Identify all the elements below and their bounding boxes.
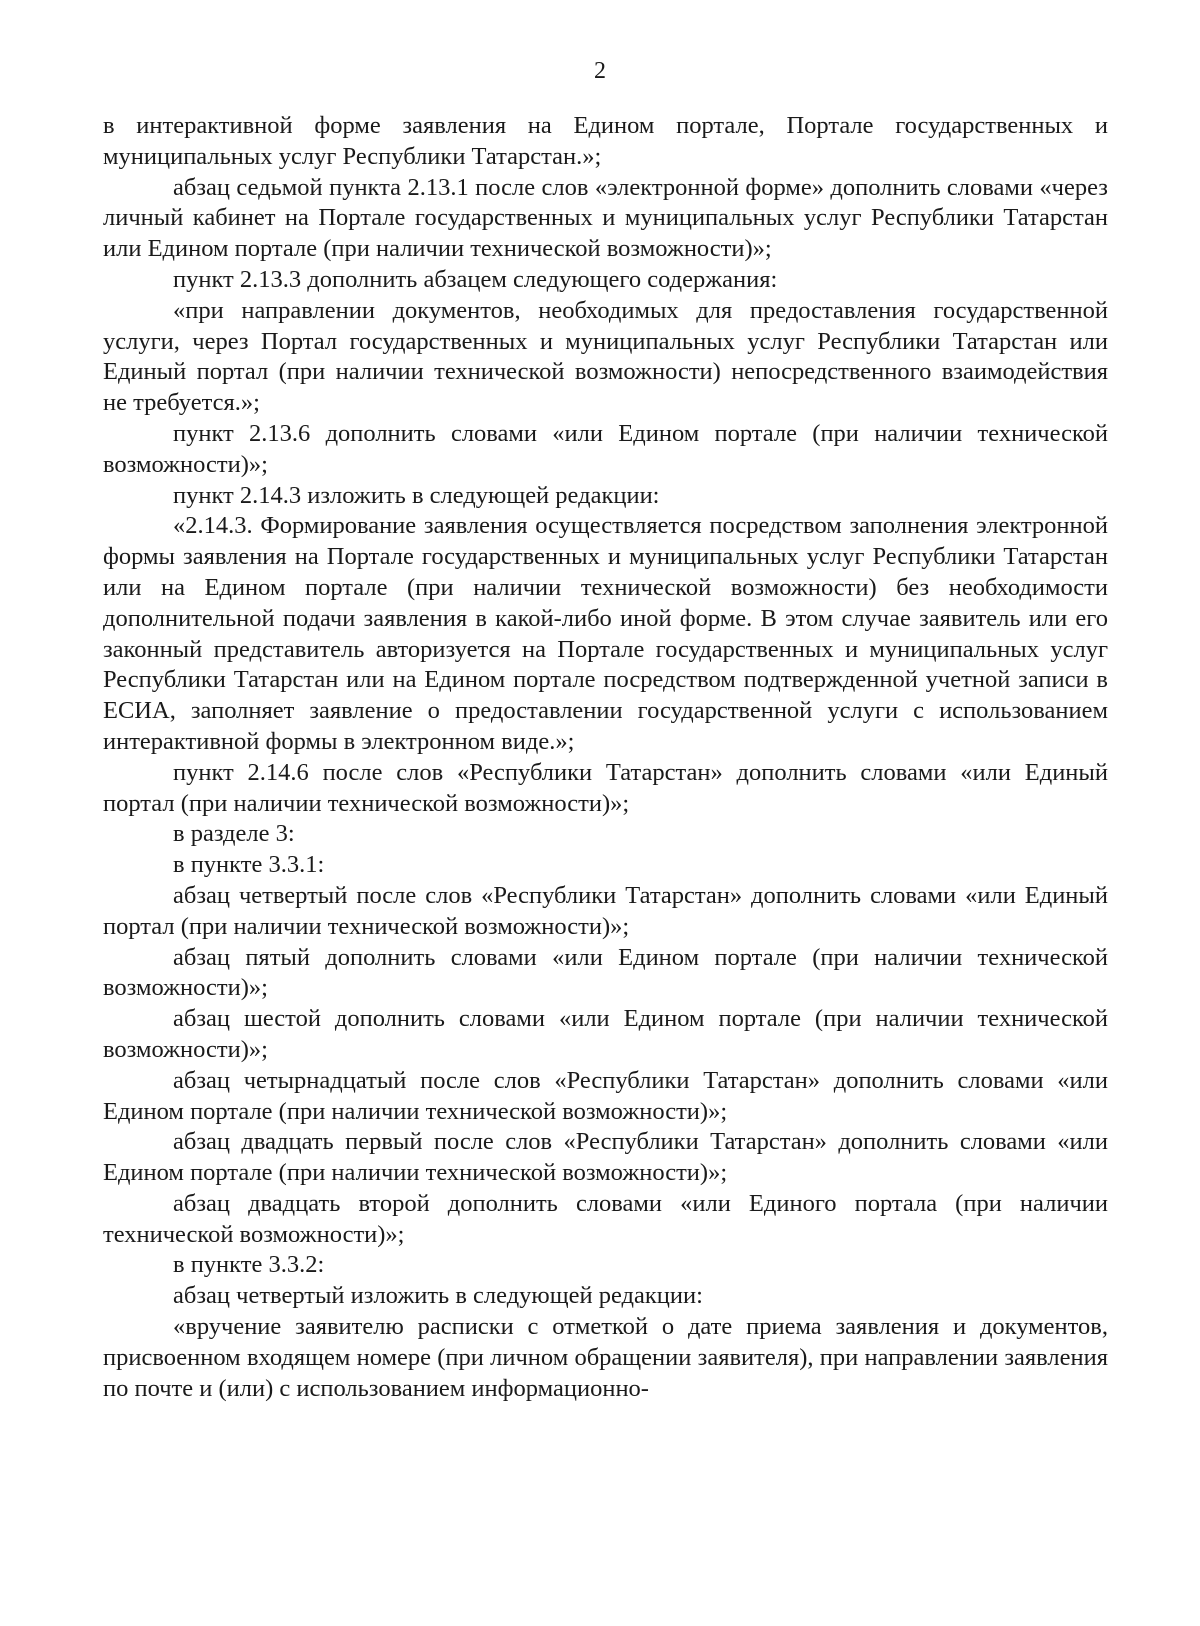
paragraph: абзац двадцать второй дополнить словами «или Единого портала (при наличии технической возможности)»; [103, 1189, 1108, 1248]
paragraph: абзац четвертый изложить в следующей редакции: [173, 1282, 703, 1310]
paragraph: абзац седьмой пункта 2.13.1 после слов «электронной форме» дополнить словами «через личный кабинет на Портале государственных и муниципальных услуг Республики Татарстан или Едином портале (при наличии технической возможности)»; [103, 173, 1108, 263]
paragraph: абзац пятый дополнить словами «или Едином портале (при наличии технической возможности)»; [103, 943, 1108, 1002]
paragraph: абзац четырнадцатый после слов «Республики Татарстан» дополнить словами «или Едином портале (при наличии технической возможности)»; [103, 1066, 1108, 1125]
paragraph: «вручение заявителю расписки с отметкой о дате приема заявления и документов, присвоенном входящем номере (при личном обращении заявителя), при направлении заявления по почте и (или) с использованием информационно- [103, 1313, 1108, 1402]
paragraph: пункт 2.13.6 дополнить словами «или Едином портале (при наличии технической возможности)»; [103, 419, 1108, 478]
paragraph: «2.14.3. Формирование заявления осуществляется посредством заполнения электронной формы заявления на Портале государственных и муниципальных услуг Республики Татарстан или на Едином портале (при наличии технической возможности) без необходимости дополнительной подачи заявления в какой-либо иной форме. В этом случае заявитель или его законный представитель авторизуется на Портале государственных и муниципальных услуг Республики Татарстан или на Едином портале посредством подтвержденной учетной записи в ЕСИА, заполняет заявление о предоставлении государственной услуги с использованием интерактивной формы в электронном виде.»; [103, 512, 1108, 755]
paragraph: в интерактивной форме заявления на Едином портале, Портале государственных и муниципальных услуг Республики Татарстан.»; [103, 112, 1108, 170]
paragraph: пункт 2.14.3 изложить в следующей редакции: [173, 481, 660, 509]
paragraph: в разделе 3: [173, 820, 295, 848]
document-body [103, 111, 1108, 1404]
paragraph: абзац двадцать первый после слов «Республики Татарстан» дополнить словами «или Едином портале (при наличии технической возможности)»; [103, 1128, 1108, 1187]
paragraph: в пункте 3.3.2: [173, 1251, 325, 1279]
paragraph: пункт 2.13.3 дополнить абзацем следующего содержания: [173, 265, 778, 293]
paragraph: пункт 2.14.6 после слов «Республики Татарстан» дополнить словами «или Единый портал (при наличии технической возможности)»; [103, 758, 1108, 817]
page-number: 2 [594, 58, 606, 84]
paragraph: «при направлении документов, необходимых для предоставления государственной услуги, через Портал государственных и муниципальных услуг Республики Татарстан или Единый портал (при наличии технической возможности) непосредственного взаимодействия не требуется.»; [103, 296, 1108, 417]
paragraph: абзац шестой дополнить словами «или Едином портале (при наличии технической возможности)»; [103, 1005, 1108, 1063]
paragraph: абзац четвертый после слов «Республики Татарстан» дополнить словами «или Единый портал (при наличии технической возможности)»; [103, 881, 1108, 940]
paragraph: в пункте 3.3.1: [173, 851, 325, 879]
